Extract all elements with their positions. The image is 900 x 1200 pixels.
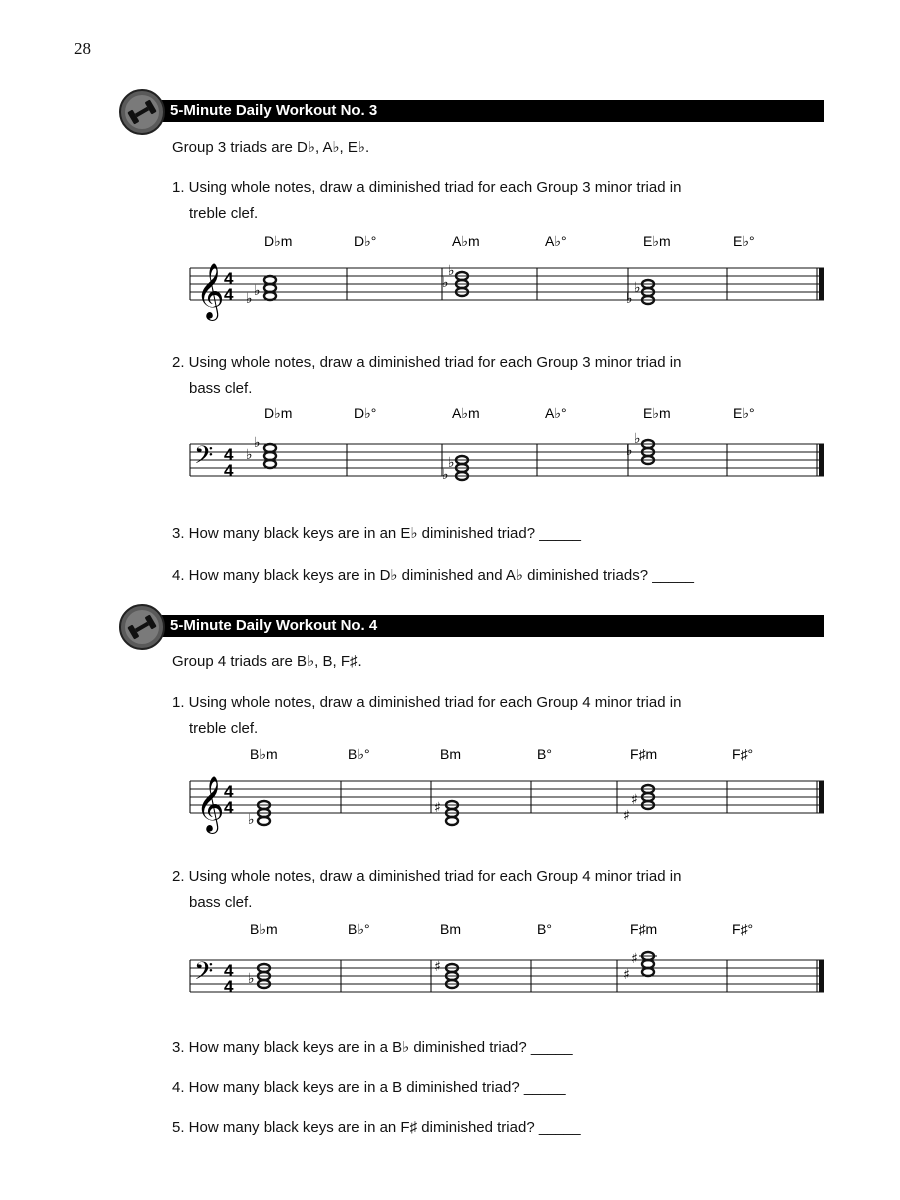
question-1: 1. Using whole notes, draw a diminished triad for each Group 3 minor triad in — [172, 179, 682, 196]
whole-note — [642, 960, 654, 968]
question-3: 3. How many black keys are in an E♭ diminished triad? _____ — [172, 525, 581, 542]
staff-lines — [190, 444, 824, 476]
flat-icon: ♭ — [246, 291, 253, 307]
chord-label: D♭° — [354, 233, 377, 249]
flat-icon: ♭ — [626, 291, 633, 307]
chord-label: A♭° — [545, 233, 567, 249]
flat-icon: ♭ — [254, 283, 261, 299]
sharp-icon: ♯ — [631, 951, 638, 967]
chord-labels — [264, 233, 755, 249]
flat-icon: ♭ — [254, 435, 261, 451]
chord-label: D♭m — [264, 233, 293, 249]
chord-labels — [250, 921, 753, 937]
chord-notes — [248, 951, 657, 988]
chord-label: E♭° — [733, 233, 755, 249]
time-signature-top: 4 — [224, 445, 234, 464]
time-signature-top: 4 — [224, 961, 234, 980]
question-2-cont: bass clef. — [189, 380, 253, 397]
time-signature-bottom: 4 — [224, 285, 234, 304]
workout-header — [118, 88, 824, 128]
sharp-icon: ♯ — [434, 959, 441, 975]
whole-note — [264, 444, 276, 452]
whole-note — [264, 460, 276, 468]
chord-label: F♯m — [630, 746, 658, 762]
time-signature-bottom: 4 — [224, 798, 234, 817]
chord-label: E♭m — [643, 405, 671, 421]
chord-label: F♯m — [630, 921, 658, 937]
dumbbell-icon — [118, 603, 166, 651]
flat-icon: ♭ — [246, 447, 253, 463]
staff-svg — [190, 400, 830, 490]
treble-clef-icon: 𝄞 — [196, 776, 225, 832]
chord-labels — [264, 405, 755, 421]
whole-note — [264, 276, 276, 284]
chord-label: Bm — [440, 921, 461, 937]
chord-label: A♭m — [452, 233, 480, 249]
chord-label: F♯° — [732, 921, 754, 937]
whole-note — [258, 817, 270, 825]
chord-label: D♭° — [354, 405, 377, 421]
time-signature-bottom: 4 — [224, 461, 234, 480]
chord-notes — [248, 785, 654, 828]
whole-note — [446, 817, 458, 825]
whole-note — [264, 452, 276, 460]
treble-clef-icon: 𝄞 — [196, 263, 225, 319]
question-2-cont: bass clef. — [189, 894, 253, 911]
question-2: 2. Using whole notes, draw a diminished triad for each Group 4 minor triad in — [172, 868, 682, 885]
chord-label: A♭m — [452, 405, 480, 421]
staff-lines — [190, 781, 824, 813]
question-5: 5. How many black keys are in an F♯ diminished triad? _____ — [172, 1119, 581, 1136]
question-2: 2. Using whole notes, draw a diminished triad for each Group 3 minor triad in — [172, 354, 682, 371]
whole-note — [264, 292, 276, 300]
flat-icon: ♭ — [248, 812, 255, 828]
question-3: 3. How many black keys are in a B♭ diminished triad? _____ — [172, 1039, 573, 1056]
chord-label: A♭° — [545, 405, 567, 421]
chord-label: B° — [537, 746, 552, 762]
question-1-cont: treble clef. — [189, 720, 259, 737]
sharp-icon: ♯ — [623, 967, 630, 983]
treble-staff — [190, 741, 830, 841]
chord-label: Bm — [440, 746, 461, 762]
flat-icon: ♭ — [248, 971, 255, 987]
final-barline — [819, 444, 824, 476]
chord-labels — [250, 746, 753, 762]
workout-title: 5-Minute Daily Workout No. 4 — [170, 617, 378, 634]
question-1: 1. Using whole notes, draw a diminished triad for each Group 4 minor triad in — [172, 694, 682, 711]
time-signature-bottom: 4 — [224, 977, 234, 996]
chord-notes — [246, 431, 654, 483]
chord-label: B♭° — [348, 746, 370, 762]
flat-icon: ♭ — [442, 275, 449, 291]
chord-label: B♭° — [348, 921, 370, 937]
staff-lines — [190, 268, 824, 300]
time-signature-top: 4 — [224, 269, 234, 288]
chord-label: B♭m — [250, 746, 278, 762]
final-barline — [819, 268, 824, 300]
flat-icon: ♭ — [634, 431, 641, 447]
workout-intro: Group 3 triads are D♭, A♭, E♭. — [172, 139, 370, 156]
question-4: 4. How many black keys are in a B diminished triad? _____ — [172, 1079, 566, 1096]
page-number: 28 — [74, 39, 91, 58]
chord-label: F♯° — [732, 746, 754, 762]
staff-svg — [190, 741, 830, 841]
bass-staff — [190, 400, 830, 490]
flat-icon: ♭ — [442, 467, 449, 483]
workout-header — [118, 603, 824, 643]
final-barline — [819, 960, 824, 992]
time-signature-top: 4 — [224, 782, 234, 801]
bass-clef-icon: 𝄢 — [194, 957, 214, 992]
sharp-icon: ♯ — [434, 800, 441, 816]
workout-intro: Group 4 triads are B♭, B, F♯. — [172, 653, 362, 670]
flat-icon: ♭ — [634, 280, 641, 296]
bass-clef-icon: 𝄢 — [194, 441, 214, 476]
flat-icon: ♭ — [448, 455, 455, 471]
flat-icon: ♭ — [448, 263, 455, 279]
dumbbell-icon — [118, 88, 166, 136]
chord-label: E♭° — [733, 405, 755, 421]
bass-staff — [190, 916, 830, 1006]
workout-title: 5-Minute Daily Workout No. 3 — [170, 102, 378, 119]
chord-label: B♭m — [250, 921, 278, 937]
whole-note — [264, 284, 276, 292]
question-1-cont: treble clef. — [189, 205, 259, 222]
staff-svg — [190, 916, 830, 1006]
question-4: 4. How many black keys are in D♭ diminished and A♭ diminished triads? _____ — [172, 567, 694, 584]
final-barline — [819, 781, 824, 813]
sharp-icon: ♯ — [623, 808, 630, 824]
whole-note — [642, 968, 654, 976]
chord-label: E♭m — [643, 233, 671, 249]
treble-staff — [190, 228, 830, 328]
chord-label: D♭m — [264, 405, 293, 421]
flat-icon: ♭ — [626, 443, 633, 459]
chord-label: B° — [537, 921, 552, 937]
staff-lines — [190, 960, 824, 992]
staff-svg — [190, 228, 830, 328]
sharp-icon: ♯ — [631, 792, 638, 808]
